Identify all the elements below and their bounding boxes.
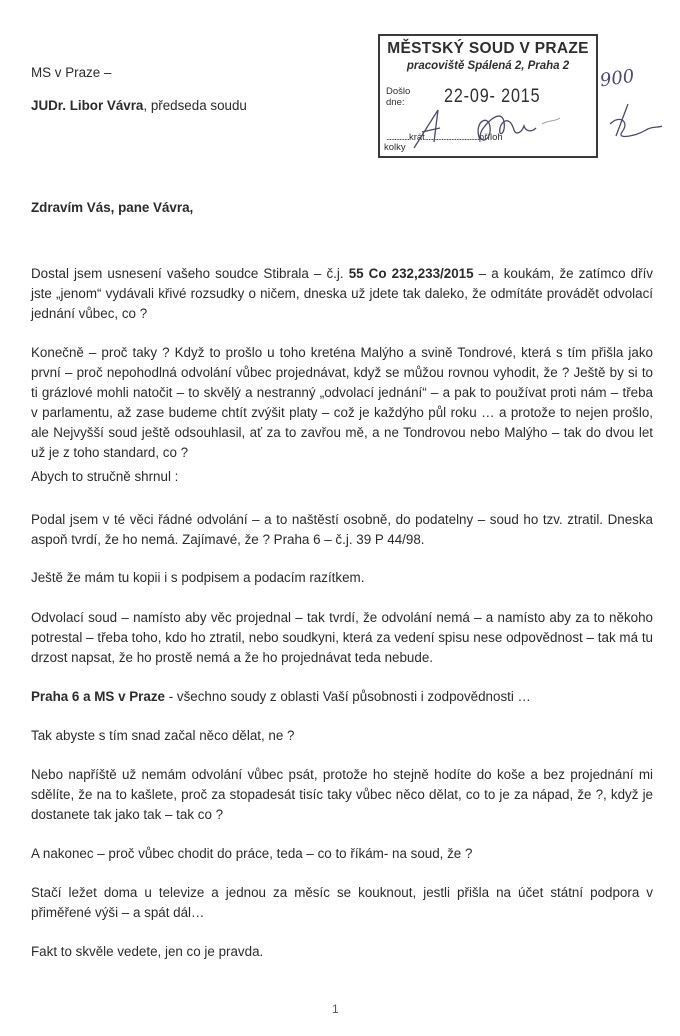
paragraph-12: Fakt to skvěle vedete, jen co je pravda.: [31, 944, 264, 959]
paragraph-3: Abych to stručně shrnul :: [31, 469, 179, 484]
paragraph-6: Odvolací soud – namísto aby věc projednal – tak tvrdí, že odvolání nemá – a namísto aby za to někoho potrestal – třeba toho, kdo ho ztratil, nebo soudkyni, která za vedení spisu nese odpovědnost – tak má tu drzost napsat, že ho prostě nemá a že ho projednávat teda nebude.: [31, 610, 653, 665]
paragraph-9: Nebo napříště už nemám odvolání vůbec psát, protože ho stejně hodíte do koše a bez projednání mi sdělíte, že na to kašlete, proč za stopadesát tisíc taky vůbec něco dělat, co to je za nápad, že ?, když je dostanete tak jako tak – tak co ?: [31, 767, 653, 822]
stamp-priloh-label: příloh: [478, 132, 503, 143]
recipient-line: [31, 96, 247, 116]
addressee-line: MS v Praze –: [31, 65, 112, 80]
case-reference: 55 Co 232,233/2015: [348, 266, 474, 281]
handwritten-note: 900: [598, 65, 636, 92]
stamp-received-label: [386, 86, 410, 108]
stamp-received-label-1: Došlo: [386, 86, 411, 97]
paragraph-7: [31, 687, 653, 707]
stamp-kolky-label: kolky: [384, 142, 406, 153]
recipient-role: , předseda soudu: [143, 98, 247, 113]
stamp-count-line: ..............krát.................................příloh: [386, 132, 503, 143]
paragraph-2: Konečně – proč taky ? Když to prošlo u toho kreténa Malýho a svině Tondrové, která s tím přišla jako první – proč nepohodlná odvolání vůbec projednávat, když se můžou rovnou vyhodit, že ? Ještě by si to ti grázlové mohli natočit – to skvělý a nestranný „odvolací jednání“ – a pak to používat proti nám – třeba v parlamentu, až zase budeme chtít zvýšit platy – což je každýho půl roku … a protože to nejen prošlo, ale Nejvyšší soud ještě odsouhlasil, ať za to zavřou mě, a ne Tondrovou nebo Malýho – tak do dvou let už je z toho standard, co ?: [31, 345, 653, 460]
paragraph-1-text-a: Dostal jsem usnesení vašeho soudce Stibrala – č.j.: [31, 266, 349, 281]
stamp-krat-label: krát: [408, 132, 425, 143]
paragraph-10: A nakonec – proč vůbec chodit do práce, teda – co to říkám- na soud, že ?: [31, 846, 473, 861]
page-number: 1: [332, 1002, 339, 1016]
stamp-address: pracoviště Spálená 2, Praha 2: [406, 60, 570, 72]
paragraph-1-text-b: – a koukám, že zatímco dřív jste „jenom“ vydávali křivé rozsudky o ničem, dneska už jdete tak daleko, že odmítáte provádět odvolací jednání vůbec, co ?: [31, 266, 653, 321]
court-receipt-stamp: [378, 34, 598, 158]
paragraph-1: [31, 264, 653, 324]
paragraph-4: Podal jsem v té věci řádné odvolání – a to naštěstí osobně, do podatelny – soud ho tzv. ztratil. Dneska aspoň tvrdí, že ho nemá. Zajímavé, že ? Praha 6 – č.j. 39 P 44/98.: [31, 512, 653, 547]
paragraph-7-rest: - všechno soudy z oblasti Vaší působnosti i zodpovědnosti …: [164, 689, 531, 704]
handwritten-initials-icon: [606, 100, 666, 144]
stamp-received-date: 22-09- 2015: [444, 86, 541, 107]
paragraph-5: Ještě že mám tu kopii i s podpisem a podacím razítkem.: [31, 570, 365, 585]
paragraph-7-bold: Praha 6 a MS v Praze: [31, 689, 165, 704]
greeting: Zdravím Vás, pane Vávra,: [31, 200, 194, 215]
stamp-signature-icon: [410, 102, 580, 152]
stamp-court-name: MĚSTSKÝ SOUD V PRAZE: [387, 40, 589, 57]
stamp-received-label-2: dne:: [386, 97, 405, 108]
recipient-name: JUDr. Libor Vávra: [31, 98, 144, 113]
paragraph-11: Stačí ležet doma u televize a jednou za měsíc se kouknout, jestli přišla na účet státní podpora v přiměřené výši – a spát dál…: [31, 885, 653, 920]
paragraph-8: Tak abyste s tím snad začal něco dělat, ne ?: [31, 728, 295, 743]
